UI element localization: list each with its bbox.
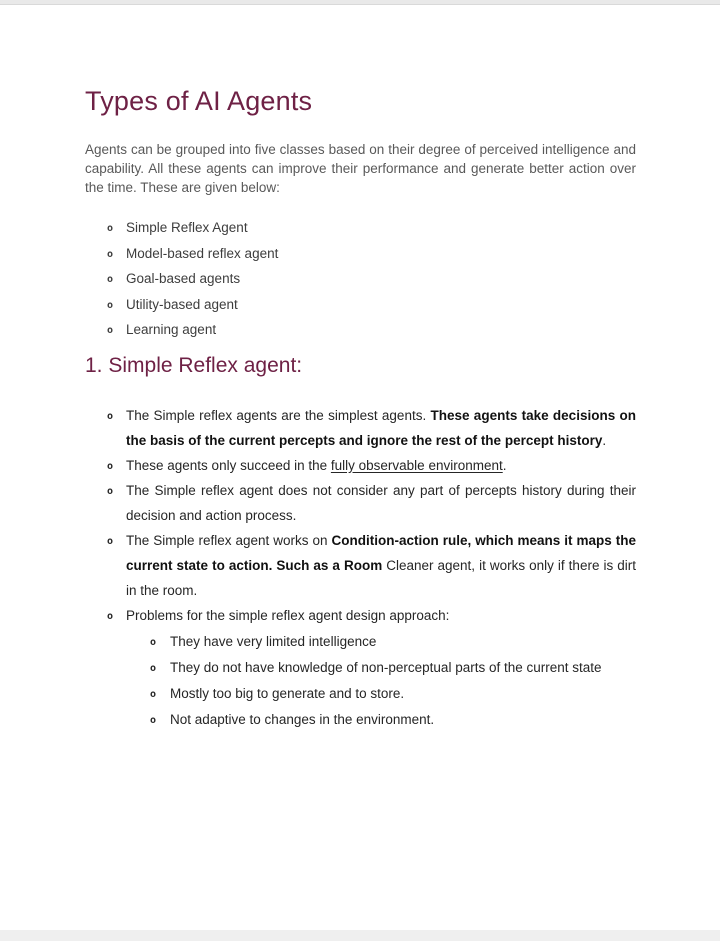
circle-bullet-icon: o — [107, 325, 114, 336]
list-item — [107, 478, 636, 528]
circle-bullet-icon: o — [107, 535, 114, 547]
list-item-text: They do not have knowledge of non-perceptual parts of the current state — [170, 659, 602, 675]
list-item-text: Learning agent — [126, 322, 217, 337]
list-item-text: Mostly too big to generate and to store. — [170, 685, 405, 701]
intro-paragraph: Agents can be grouped into five classes based on their degree of perceived intelligence and capability. All these agents can improve their performance and generate better action over the time. These are given below: — [85, 142, 636, 195]
list-item — [107, 453, 636, 478]
list-item — [107, 292, 636, 318]
list-item-text — [126, 453, 636, 478]
circle-bullet-icon: o — [150, 714, 157, 726]
text-run: The Simple reflex agent does not consider any part of percepts history during their decision and action process. — [126, 482, 636, 523]
list-item-text — [126, 603, 636, 732]
list-item-text — [126, 528, 636, 603]
text-run: The Simple reflex agent works on — [126, 532, 332, 548]
text-run: These agents take decisions on the basis of the current percepts and ignore the rest of the percept history — [126, 407, 636, 448]
text-run: . — [502, 457, 507, 473]
circle-bullet-icon: o — [107, 274, 114, 285]
text-run: fully observable environment — [330, 457, 503, 473]
circle-bullet-icon: o — [107, 485, 114, 497]
list-item — [107, 266, 636, 292]
circle-bullet-icon: o — [107, 223, 114, 234]
circle-bullet-icon: o — [107, 410, 114, 422]
circle-bullet-icon: o — [107, 610, 114, 622]
sub-list-item — [150, 707, 636, 732]
text-run: These agents only succeed in the — [126, 457, 331, 473]
circle-bullet-icon: o — [107, 248, 114, 260]
sub-list-item — [150, 629, 636, 654]
list-item-text: Utility-based agent — [126, 296, 238, 312]
list-item-text — [126, 403, 636, 453]
agent-type-list — [107, 215, 636, 343]
circle-bullet-icon: o — [107, 460, 114, 472]
simple-reflex-bullet-list — [107, 403, 636, 732]
sub-list — [150, 629, 636, 732]
circle-bullet-icon: o — [150, 662, 157, 674]
text-run: Problems for the simple reflex agent design approach: — [126, 607, 450, 623]
text-run: Condition-action rule, which means it maps the current state to action. Such as a Room — [126, 532, 636, 573]
circle-bullet-icon: o — [150, 636, 157, 648]
list-item-text — [126, 478, 636, 528]
page-bottom-edge — [0, 930, 720, 941]
list-item-text: Goal-based agents — [126, 271, 241, 286]
circle-bullet-icon: o — [107, 299, 114, 311]
section-heading: 1. Simple Reflex agent: — [85, 353, 303, 377]
text-run: The Simple reflex agents are the simplest agents. — [126, 407, 431, 423]
list-item-text: Model-based reflex agent — [126, 245, 279, 261]
list-item — [107, 603, 636, 732]
document-title: Types of AI Agents — [85, 86, 313, 116]
list-item-text: Simple Reflex Agent — [126, 220, 248, 235]
text-run: . — [602, 432, 607, 448]
circle-bullet-icon: o — [150, 688, 157, 700]
text-run: Cleaner agent, it works only if there is dirt in the room. — [126, 557, 636, 598]
list-item-text: Not adaptive to changes in the environment. — [170, 711, 435, 727]
list-item — [107, 241, 636, 267]
list-item — [107, 317, 636, 343]
list-item-text: They have very limited intelligence — [170, 633, 377, 649]
sub-list-item — [150, 681, 636, 706]
list-item — [107, 215, 636, 241]
document-body — [85, 0, 636, 732]
list-item — [107, 403, 636, 453]
list-item — [107, 528, 636, 603]
sub-list-item — [150, 655, 636, 680]
